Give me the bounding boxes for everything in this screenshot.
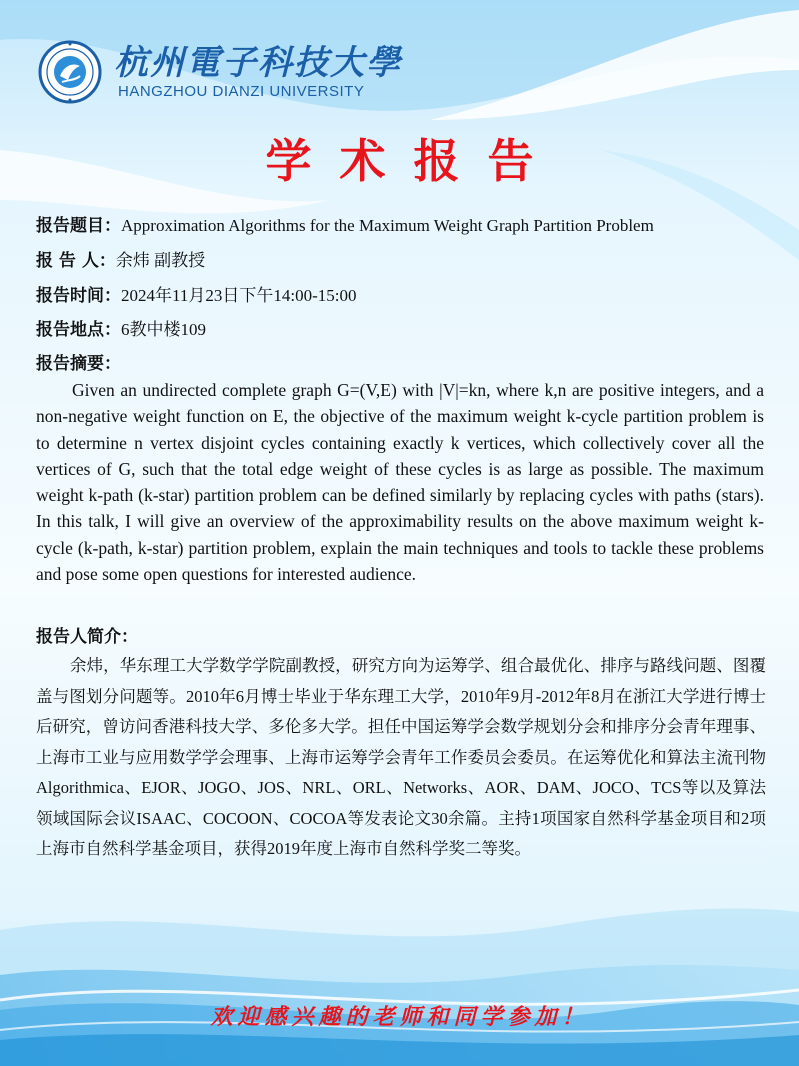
place-row: [36, 315, 206, 340]
university-seal-icon: [38, 40, 102, 104]
university-name-en: HANGZHOU DIANZI UNIVERSITY: [118, 83, 365, 100]
abstract-heading: 报告摘要：: [36, 354, 121, 374]
place-value: 6教中楼109: [121, 320, 206, 339]
topic-row: [36, 211, 654, 236]
topic-value: Approximation Algorithms for the Maximum Weight Graph Partition Problem: [121, 216, 654, 235]
abstract-text: Given an undirected complete graph G=(V,E) with |V|=kn, where k,n are positive integers, and a non-negative weight function on E, the objective of the maximum weight k-cycle partition problem is to determine n vertex disjoint cycles containing exactly k vertices, which collectively cover all the vertices of G, such that the total edge weight of these cycles is as large as possible. The maximum weight k-path (k-star) partition problem can be defined similarly by replacing cycles with paths (stars). In this talk, I will give an overview of the approximability results on the above maximum weight k-cycle (k-path, k-star) partition problem, explain the main techniques and tools to tackle these problems and pose some open questions for interested audience.: [36, 380, 764, 585]
bio-heading: 报告人简介：: [36, 627, 138, 647]
university-name-cn: 杭州電子科技大學: [114, 43, 402, 83]
time-label: 报告时间：: [36, 286, 121, 306]
place-label: 报告地点：: [36, 320, 121, 340]
bio-text: 余炜，华东理工大学数学学院副教授，研究方向为运筹学、组合最优化、排序与路线问题、图覆盖与图划分问题等。2010年6月博士毕业于华东理工大学，2010年9月-2012年8月在浙江大学进行博士后研究，曾访问香港科技大学、多伦多大学。担任中国运筹学会数学规划分会和排序分会青年理事、上海市工业与应用数学学会理事、上海市运筹学会青年工作委员会委员。在运筹优化和算法主流刊物Algorithmica、EJOR、JOGO、JOS、NRL、ORL、Networks、AOR、DAM、JOCO、TCS等以及算法领域国际会议ISAAC、COCOON、COCOA等发表论文30余篇。主持1项国家自然科学基金项目和2项上海市自然科学基金项目，获得2019年度上海市自然科学奖二等奖。: [36, 656, 766, 858]
footer-invitation: 欢迎感兴趣的老师和同学参加！: [210, 1004, 589, 1030]
speaker-row: [36, 246, 205, 271]
topic-label: 报告题目：: [36, 216, 121, 236]
speaker-label: 报 告 人：: [36, 251, 116, 271]
speaker-value: 余炜 副教授: [115, 251, 206, 270]
time-row: [36, 281, 356, 306]
time-value: 2024年11月23日下午14:00-15:00: [121, 286, 357, 305]
poster-title: 学术报告: [265, 134, 562, 188]
